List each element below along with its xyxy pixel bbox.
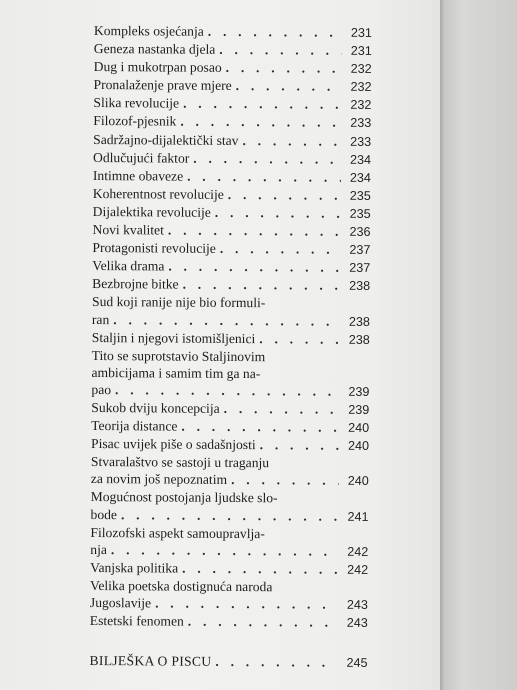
toc-entry-page: 239	[348, 384, 370, 399]
toc-entry-page: 235	[349, 206, 371, 221]
toc-entry-page: 234	[349, 170, 371, 185]
toc-entry-title-cont: pao	[91, 381, 112, 398]
toc-entry-title: Sud koji ranije nije bio formuli-	[91, 294, 266, 311]
toc-entry-title: Estetski fenomen	[89, 613, 184, 629]
toc-entry	[93, 94, 371, 114]
toc-entry	[91, 435, 369, 455]
toc-entry	[92, 275, 370, 295]
toc-entry-page: 237	[349, 261, 371, 276]
toc-entry-title: Velika drama	[92, 258, 165, 274]
toc-entry-title: Filozofski aspekt samoupravlja-	[90, 524, 265, 541]
toc-entry-page: 234	[349, 152, 372, 167]
toc-entry	[93, 203, 371, 223]
toc-entry	[90, 488, 368, 525]
toc-entry	[92, 239, 370, 259]
toc-entry-title: Tito se suprotstavio Staljinovim	[91, 347, 266, 364]
toc-entry	[94, 40, 372, 60]
toc-entry	[90, 524, 368, 561]
toc-entry-page: 232	[350, 98, 372, 113]
toc-entry	[92, 329, 370, 349]
toc-entry-page: 231	[350, 25, 372, 40]
leader-dots	[224, 186, 341, 204]
leader-dots	[238, 132, 341, 150]
toc-entry	[89, 652, 367, 672]
toc-entry-title: Slika revolucije	[93, 95, 180, 111]
toc-entry-title: Geneza nastanka djela	[93, 41, 216, 57]
toc-entry	[94, 22, 372, 42]
leader-dots	[215, 41, 342, 59]
toc-entry-title: Vanjska politika	[90, 559, 179, 576]
toc-entry-title: Kompleks osjećanja	[93, 22, 204, 39]
toc-entry-page: 232	[350, 61, 372, 77]
toc-entry-title: Intimne obaveze	[92, 167, 184, 184]
leader-dots	[227, 471, 339, 489]
toc-entry-page: 232	[350, 80, 372, 95]
toc-entry	[91, 417, 369, 437]
toc-entry-page: 240	[347, 474, 369, 489]
leader-dots	[232, 77, 342, 95]
toc-entry-page: 240	[348, 420, 370, 435]
toc-entry	[93, 76, 371, 96]
toc-entry	[92, 257, 370, 277]
toc-entry	[94, 58, 372, 78]
table-of-contents	[89, 22, 372, 672]
toc-entry	[90, 559, 368, 579]
toc-entry-page: 237	[349, 242, 371, 258]
toc-entry-page: 233	[350, 116, 372, 131]
toc-entry-title: Dijalektika revolucije	[92, 203, 211, 220]
toc-entry	[91, 399, 369, 419]
toc-entry-title: BILJEŠKA O PISCU	[89, 653, 212, 670]
toc-entry-page: 233	[350, 134, 372, 149]
leader-dots	[109, 311, 340, 330]
toc-entry-title: Teorija distance	[91, 418, 178, 434]
page-edge	[440, 0, 517, 690]
toc-entry-title-cont: nja	[90, 541, 107, 557]
toc-entry-title: Dug i mukotrpan posao	[93, 59, 222, 76]
toc-entry-title: Stvaralaštvo se sastoji u traganju	[90, 454, 270, 471]
toc-entry-title: Staljin i njegovi istomišljenici	[91, 329, 256, 346]
toc-entry-title: Pisac uvijek piše o sadašnjosti	[91, 436, 256, 453]
toc-entry-page: 245	[346, 655, 368, 671]
leader-dots	[107, 541, 339, 560]
toc-entry-title: Odlučujući faktor	[93, 149, 190, 166]
toc-entry-title: Koherentnost revolucije	[92, 185, 224, 202]
toc-entry-page: 231	[350, 43, 372, 59]
toc-entry	[91, 347, 369, 401]
section-gap	[90, 630, 368, 654]
toc-entry-title: Novi kvalitet	[92, 222, 164, 238]
leader-dots	[184, 613, 338, 631]
leader-dots	[117, 506, 339, 525]
leader-dots	[211, 653, 337, 671]
toc-entry	[91, 453, 369, 490]
leader-dots	[178, 559, 338, 577]
toc-entry	[93, 167, 371, 187]
leader-dots	[189, 149, 341, 167]
toc-entry-page: 243	[346, 615, 368, 631]
leader-dots	[177, 418, 339, 436]
leader-dots	[164, 222, 341, 240]
toc-entry	[90, 577, 368, 614]
leader-dots	[222, 59, 342, 77]
toc-entry-title: Protagonisti revolucije	[92, 240, 216, 256]
leader-dots	[220, 400, 340, 418]
leader-dots	[183, 167, 341, 185]
leader-dots	[111, 381, 339, 400]
leader-dots	[179, 276, 341, 294]
leader-dots	[179, 95, 341, 113]
toc-entry-title-cont: ambicijama i samim tim ga na-	[91, 364, 261, 381]
toc-entry	[92, 221, 370, 241]
toc-entry-page: 239	[348, 402, 370, 417]
leader-dots	[255, 330, 340, 348]
toc-entry-title: Velika poetska dostignuća naroda	[90, 577, 273, 595]
toc-entry-title: Pronalaženje prave mjere	[93, 77, 232, 94]
leader-dots	[204, 23, 342, 41]
leader-dots	[216, 240, 341, 258]
toc-entry-title: Bezbrojne bitke	[92, 276, 179, 292]
toc-entry	[93, 185, 371, 205]
toc-entry-title: Mogućnost postojanja ljudske slo-	[90, 489, 278, 506]
toc-entry-title-cont: Jugoslavije	[89, 594, 152, 611]
toc-entry	[93, 149, 371, 169]
toc-entry-title-cont: za novim još nepoznatim	[90, 471, 228, 488]
toc-entry-page: 238	[348, 332, 370, 347]
toc-entry-title: Sukob dviju koncepcija	[91, 399, 220, 416]
leader-dots	[176, 113, 341, 131]
toc-entry-page: 235	[349, 188, 371, 203]
toc-entry-page: 238	[349, 279, 371, 294]
toc-entry	[93, 131, 371, 151]
toc-entry-page: 241	[347, 509, 369, 524]
toc-entry-page: 242	[347, 544, 369, 559]
toc-entry-title-cont: bode	[90, 506, 118, 522]
leader-dots	[256, 436, 339, 454]
toc-entry	[90, 612, 368, 632]
toc-entry-page: 243	[346, 597, 368, 612]
toc-entry	[93, 112, 371, 132]
toc-entry-title-cont: ran	[91, 311, 110, 327]
toc-entry-page: 236	[349, 224, 371, 239]
leader-dots	[164, 258, 340, 276]
toc-entry-title: Filozof-pjesnik	[93, 113, 177, 130]
toc-entry-title: Sadržajno-dijalektički stav	[93, 131, 239, 148]
leader-dots	[211, 204, 341, 222]
toc-entry	[92, 293, 370, 330]
leader-dots	[151, 594, 338, 612]
toc-entry-page: 238	[348, 314, 370, 329]
toc-entry-page: 242	[347, 562, 369, 577]
toc-entry-page: 240	[347, 438, 370, 454]
